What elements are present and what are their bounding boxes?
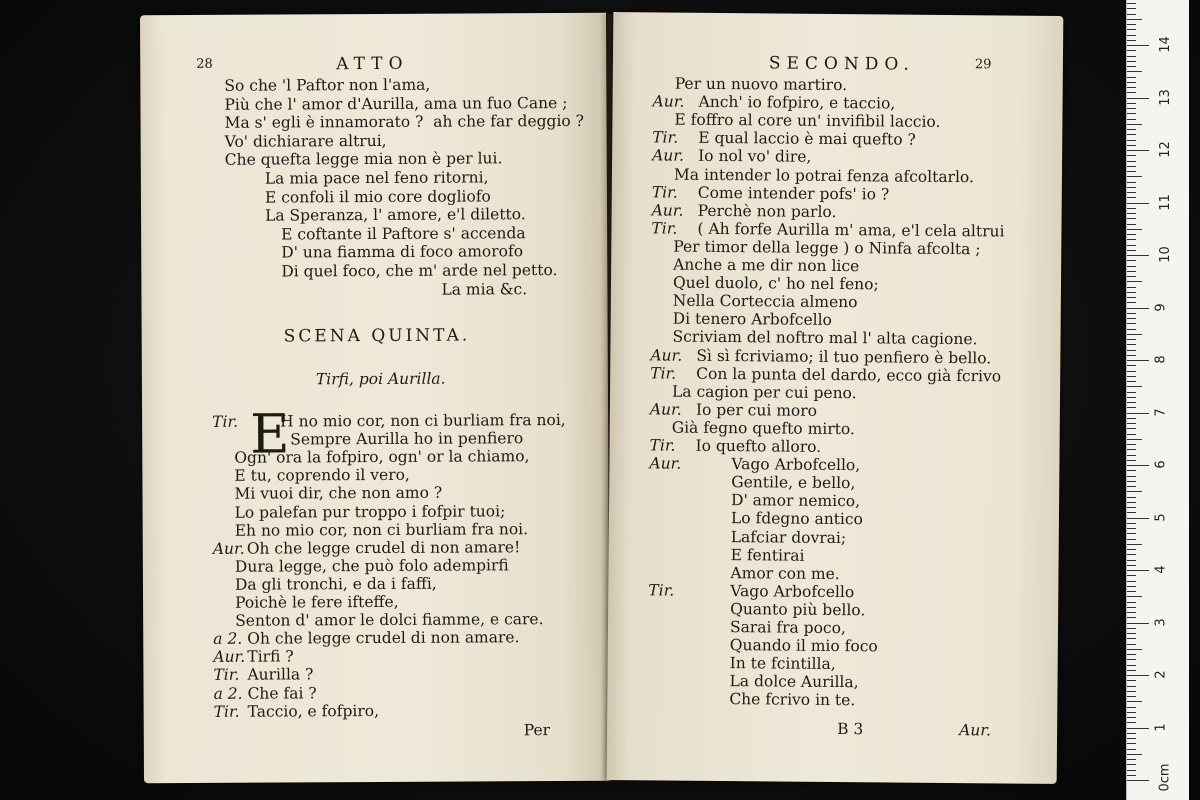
ruler-tick: [1127, 197, 1136, 198]
ruler-tick: [1127, 266, 1136, 267]
ruler-tick: [1127, 150, 1149, 151]
ruler-tick: [1127, 628, 1136, 629]
ruler-tick: [1127, 3, 1136, 4]
ruler-tick: [1127, 318, 1136, 319]
ruler-tick: [1127, 465, 1149, 466]
ruler-tick: [1127, 124, 1142, 125]
ruler-tick: [1127, 308, 1149, 309]
ruler-tick: [1127, 281, 1142, 282]
ruler-number: 12: [1157, 141, 1173, 158]
dialogue-line: Che fcrivo in te.: [729, 690, 856, 710]
ruler-tick: [1127, 764, 1136, 765]
ruler-tick: [1127, 287, 1136, 288]
verse-line: Più che l' amor d'Aurilla, ama un fuo Cane ;: [224, 93, 568, 114]
scene-persons: Tirfi, poi Aurilla.: [315, 369, 446, 389]
ruler-tick: [1127, 675, 1149, 676]
ruler-tick: [1127, 40, 1136, 41]
ruler-tick: [1127, 229, 1142, 230]
ruler-tick: [1127, 570, 1149, 571]
dialogue-line: Io nol vo' dire,: [698, 147, 812, 167]
ruler-number: 1: [1153, 722, 1169, 732]
ruler-tick: [1127, 339, 1136, 340]
speaker-label: Aur.: [649, 454, 682, 473]
ruler-tick: [1127, 518, 1149, 519]
ruler-tick: [1127, 775, 1136, 776]
dialogue-line: Quel duolo, c' ho nel feno;: [672, 273, 879, 294]
ruler-tick: [1127, 575, 1136, 576]
ruler-tick: [1127, 381, 1136, 382]
ruler-number: 11: [1157, 193, 1173, 211]
dialogue-line: Quanto più bello.: [730, 599, 866, 620]
verse-line: So che 'l Paftor non l'ama,: [224, 75, 431, 95]
ruler-tick: [1127, 460, 1136, 461]
ruler-number: 2: [1153, 670, 1169, 679]
ruler-tick: [1127, 50, 1136, 51]
verse-line: E coftante il Paftore s' accenda: [281, 224, 526, 244]
speaker-label: Tir.: [651, 219, 678, 238]
speaker-label: Aur.: [649, 400, 682, 419]
ruler-number: 9: [1153, 302, 1169, 312]
dialogue-line: Mi vuoi dir, che non amo ?: [234, 484, 443, 504]
catchword: Per: [523, 721, 551, 740]
ruler-tick: [1127, 665, 1136, 666]
ruler-number: 13: [1157, 88, 1173, 106]
ruler-tick: [1127, 224, 1136, 225]
ruler-tick: [1127, 623, 1149, 624]
verse-line: Vo' dichiarare altrui,: [224, 131, 387, 151]
dialogue-line: La dolce Aurilla,: [729, 672, 859, 692]
ruler-tick: [1127, 780, 1149, 781]
ruler-tick: [1127, 502, 1136, 503]
ruler-tick: [1127, 108, 1136, 109]
speaker-label: a 2.: [213, 684, 243, 703]
ruler-number: 6: [1153, 460, 1169, 469]
ruler-tick: [1127, 329, 1136, 330]
signature-mark: B 3: [837, 720, 864, 739]
speaker-label: Aur.: [650, 345, 683, 365]
dialogue-line: Con la punta del dardo, ecco già fcrivo: [696, 364, 1002, 386]
ruler-tick: [1127, 276, 1136, 277]
dialogue-line: Vago Arbofcello: [730, 581, 855, 601]
dialogue-line: Sarai fra poco,: [729, 618, 846, 638]
ruler-tick: [1127, 71, 1142, 72]
ruler-tick: [1127, 481, 1136, 482]
ruler-tick: [1127, 218, 1136, 219]
ruler-tick: [1127, 397, 1136, 398]
ruler-tick: [1127, 512, 1136, 513]
ruler-tick: [1127, 701, 1142, 702]
ruler-tick: [1127, 644, 1136, 645]
ruler-tick: [1127, 344, 1136, 345]
ruler-tick: [1127, 670, 1136, 671]
ruler-tick: [1127, 386, 1142, 387]
ruler-tick: [1127, 155, 1136, 156]
dialogue-line: Io per cui moro: [695, 400, 818, 420]
ruler-tick: [1127, 19, 1142, 20]
running-head: SECONDO.: [768, 53, 915, 75]
speaker-label: Aur.: [651, 201, 684, 220]
ruler-tick: [1127, 250, 1136, 251]
ruler-tick: [1127, 371, 1136, 372]
ruler-tick: [1127, 255, 1149, 256]
ruler-tick: [1127, 691, 1136, 692]
ruler-tick: [1127, 549, 1136, 550]
ruler-tick: [1127, 413, 1149, 414]
ruler-tick: [1127, 696, 1136, 697]
ruler-tick: [1127, 392, 1136, 393]
dialogue-line: E foffro al core un' invifibil laccio.: [674, 110, 941, 132]
open-book: [142, 14, 1062, 782]
ruler-number: 10: [1157, 246, 1173, 263]
dialogue-line: Sempre Aurilla ho in penfiero: [290, 429, 524, 449]
ruler-tick: [1127, 596, 1142, 597]
ruler-tick: [1127, 770, 1136, 771]
ruler-tick: [1127, 66, 1136, 67]
ruler-tick: [1127, 418, 1136, 419]
ruler-tick: [1127, 407, 1136, 408]
speaker-label: Tir.: [651, 182, 678, 202]
ruler-tick: [1127, 743, 1136, 744]
ruler-number: 3: [1153, 617, 1169, 627]
ruler-tick: [1127, 539, 1136, 540]
ruler-tick: [1127, 717, 1136, 718]
ruler-tick: [1127, 428, 1136, 429]
ruler-tick: [1127, 192, 1136, 193]
ruler-tick: [1127, 208, 1136, 209]
ruler-tick: [1127, 491, 1142, 492]
ruler-tick: [1127, 544, 1142, 545]
ruler-tick: [1127, 260, 1136, 261]
dialogue-line: Vago Arbofcello,: [731, 455, 861, 475]
ruler-tick: [1127, 754, 1142, 755]
dialogue-line: Anche a me dir non lice: [673, 255, 860, 276]
dialogue-line: Ma intender lo potrai fenza afcoltarlo.: [673, 165, 975, 186]
ruler-tick: [1127, 350, 1136, 351]
ruler-number: 7: [1153, 407, 1169, 417]
dialogue-line: E fentirai: [730, 545, 805, 565]
ruler-tick: [1127, 134, 1136, 135]
ruler-tick: [1127, 8, 1136, 9]
dialogue-line: Tirfi ?: [247, 647, 294, 666]
ruler-tick: [1127, 722, 1136, 723]
ruler-tick: [1127, 213, 1136, 214]
ruler-tick: [1127, 234, 1136, 235]
dialogue-line: Lafciar dovrai;: [730, 527, 847, 547]
dialogue-line: Per timor della legge ) o Ninfa afcolta ;: [673, 237, 981, 259]
ruler-tick: [1127, 423, 1136, 424]
speaker-label: Aur.: [652, 92, 685, 111]
verse-line: Ma s' egli è innamorato ? ah che far deggio ?: [224, 112, 585, 132]
ruler-tick: [1127, 92, 1136, 93]
ruler-tick: [1127, 98, 1149, 99]
speaker-label: Tir.: [213, 702, 240, 721]
ruler-tick: [1127, 271, 1136, 272]
dialogue-line: Anch' io fofpiro, e taccio,: [698, 92, 896, 113]
ruler-tick: [1127, 749, 1136, 750]
dialogue-line: Oh che legge crudel di non amare!: [246, 537, 521, 558]
dialogue-line: Già fegno quefto mirto.: [671, 418, 855, 439]
dialogue-line: Io quefto alloro.: [695, 436, 822, 456]
ruler-tick: [1127, 612, 1136, 613]
ruler-tick: [1127, 129, 1136, 130]
dialogue-line: Come intender pofs' io ?: [697, 183, 890, 204]
speaker-label: a 2.: [213, 629, 243, 649]
measuring-ruler: [1126, 0, 1189, 800]
ruler-number: 5: [1153, 512, 1169, 522]
left-page: [140, 13, 610, 783]
ruler-tick: [1127, 591, 1136, 592]
ruler-unit-label: 0cm: [1157, 763, 1173, 792]
verse-line: La mia pace nel feno ritorni,: [264, 168, 489, 188]
ruler-tick: [1127, 187, 1136, 188]
ruler-tick: [1127, 633, 1136, 634]
dialogue-line: H no mio cor, non ci burliam fra noi,: [280, 411, 566, 431]
ruler-tick: [1127, 523, 1136, 524]
dialogue-line: E qual laccio è mai quefto ?: [698, 129, 916, 149]
ruler-tick: [1127, 297, 1136, 298]
ruler-tick: [1127, 638, 1136, 639]
speaker-label: Tir.: [212, 412, 239, 431]
ruler-tick: [1127, 476, 1136, 477]
ruler-tick: [1127, 29, 1136, 30]
verse-line: D' una fiamma di foco amorofo: [281, 242, 524, 262]
ruler-tick: [1127, 507, 1136, 508]
ruler-tick: [1127, 560, 1136, 561]
dialogue-line: Amor con me.: [730, 563, 840, 583]
ruler-tick: [1127, 654, 1136, 655]
dialogue-line: Sì sì fcriviamo; il tuo penfiero è bello.: [696, 346, 992, 367]
ruler-tick: [1127, 161, 1136, 162]
dialogue-line: Da gli tronchi, e da i faffi,: [234, 574, 437, 594]
ruler-tick: [1127, 302, 1136, 303]
ruler-tick: [1127, 365, 1136, 366]
verse-line: La mia &c.: [441, 279, 528, 299]
ruler-tick: [1127, 581, 1136, 582]
ruler-tick: [1127, 728, 1149, 729]
dropcap: E: [250, 402, 290, 466]
ruler-tick: [1127, 686, 1136, 687]
dialogue-line: Ogn' ora la fofpiro, ogn' or la chiamo,: [234, 447, 530, 467]
ruler-tick: [1127, 56, 1136, 57]
ruler-tick: [1127, 35, 1136, 36]
ruler-tick: [1127, 171, 1136, 172]
ruler-tick: [1127, 239, 1136, 240]
ruler-tick: [1127, 533, 1136, 534]
ruler-number: 8: [1153, 355, 1169, 364]
right-page: [607, 12, 1064, 784]
page-number: 28: [196, 56, 213, 72]
ruler-tick: [1127, 470, 1136, 471]
dialogue-line: Gentile, e bello,: [731, 473, 856, 493]
dialogue-line: Lo fdegno antico: [730, 509, 864, 529]
ruler-tick: [1127, 680, 1136, 681]
ruler-tick: [1127, 434, 1136, 435]
ruler-number: 4: [1153, 565, 1169, 574]
ruler-tick: [1127, 738, 1136, 739]
ruler-tick: [1127, 486, 1136, 487]
ruler-tick: [1127, 554, 1136, 555]
ruler-tick: [1127, 245, 1136, 246]
scene-title: SCENA QUINTA.: [283, 325, 471, 347]
ruler-tick: [1127, 203, 1149, 204]
ruler-tick: [1127, 497, 1136, 498]
ruler-tick: [1127, 617, 1136, 618]
ruler-tick: [1127, 82, 1136, 83]
ruler-tick: [1127, 334, 1142, 335]
dialogue-line: In te fcintilla,: [729, 654, 836, 674]
dialogue-line: D' amor nemico,: [731, 491, 861, 511]
ruler-tick: [1127, 449, 1136, 450]
speaker-label: Aur.: [652, 146, 684, 166]
speaker-label: Tir.: [213, 666, 240, 685]
ruler-tick: [1127, 733, 1136, 734]
ruler-tick: [1127, 649, 1142, 650]
speaker-label: Aur.: [212, 539, 245, 558]
ruler-tick: [1127, 444, 1136, 445]
ruler-tick: [1127, 528, 1136, 529]
speaker-label: Aur.: [213, 647, 246, 667]
verse-line: Di quel foco, che m' arde nel petto.: [281, 261, 558, 281]
ruler-tick: [1127, 140, 1136, 141]
dialogue-line: Per un nuovo martiro.: [674, 74, 848, 95]
ruler-tick: [1127, 759, 1136, 760]
speaker-label: Tir.: [652, 128, 679, 147]
dialogue-line: Perchè non parlo.: [697, 201, 837, 221]
dialogue-line: Che fai ?: [247, 683, 317, 703]
dialogue-line: Eh no mio cor, non ci burliam fra noi.: [234, 519, 529, 540]
ruler-tick: [1127, 87, 1136, 88]
ruler-tick: [1127, 439, 1142, 440]
catchword: Aur.: [959, 721, 991, 740]
dialogue-line: Lo palefan pur troppo i fofpir tuoi;: [234, 501, 506, 522]
ruler-tick: [1127, 45, 1149, 46]
running-head: ATTO: [336, 53, 409, 75]
verse-line: Che quefta legge mia non è per lui.: [224, 149, 503, 170]
verse-line: E confoli il mio core dogliofo: [264, 186, 491, 207]
dialogue-line: Senton d' amor le dolci fiamme, e care.: [235, 610, 544, 630]
ruler-tick: [1127, 145, 1136, 146]
ruler-tick: [1127, 166, 1136, 167]
ruler-tick: [1127, 292, 1136, 293]
speaker-label: Tir.: [649, 436, 676, 455]
ruler-tick: [1127, 607, 1136, 608]
ruler-tick: [1127, 113, 1136, 114]
ruler-tick: [1127, 360, 1149, 361]
ruler-tick: [1127, 707, 1136, 708]
page-number: 29: [974, 57, 992, 73]
dialogue-line: Taccio, e fofpiro,: [247, 701, 380, 721]
dialogue-line: E tu, coprendo il vero,: [234, 466, 410, 486]
dialogue-line: Di tenero Arbofcello: [672, 309, 832, 330]
dialogue-line: Quando il mio foco: [729, 636, 878, 656]
ruler-tick: [1127, 14, 1136, 15]
ruler-tick: [1127, 455, 1136, 456]
ruler-tick: [1127, 119, 1136, 120]
dialogue-line: Oh che legge crudel di non amare.: [247, 628, 520, 648]
verse-line: La Speranza, l' amore, e'l diletto.: [264, 205, 526, 225]
dialogue-line: ( Ah forfe Aurilla m' ama, e'l cela altrui: [697, 219, 1005, 241]
ruler-tick: [1127, 24, 1136, 25]
speaker-label: Tir.: [648, 581, 675, 600]
ruler-tick: [1127, 77, 1136, 78]
ruler-number: 14: [1157, 36, 1173, 53]
ruler-tick: [1127, 659, 1136, 660]
dialogue-line: Scriviam del noftro mal l' alta cagione.: [672, 327, 978, 349]
ruler-tick: [1127, 376, 1136, 377]
dialogue-line: Dura legge, che può folo adempirfi: [234, 556, 509, 576]
ruler-tick: [1127, 182, 1136, 183]
dialogue-line: Aurilla ?: [247, 665, 314, 685]
ruler-tick: [1127, 61, 1136, 62]
ruler-tick: [1127, 586, 1136, 587]
ruler-tick: [1127, 323, 1136, 324]
ruler-tick: [1127, 602, 1136, 603]
speaker-label: Tir.: [650, 363, 677, 383]
ruler-tick: [1127, 176, 1142, 177]
ruler-tick: [1127, 565, 1136, 566]
ruler-tick: [1127, 313, 1136, 314]
dialogue-line: Nella Corteccia almeno: [672, 291, 858, 312]
ruler-tick: [1127, 103, 1136, 104]
ruler-tick: [1127, 355, 1136, 356]
dialogue-line: Poichè le fere ifteffe,: [235, 592, 399, 612]
ruler-tick: [1127, 402, 1136, 403]
ruler-tick: [1127, 712, 1136, 713]
dialogue-line: La cagion per cui peno.: [671, 382, 857, 402]
